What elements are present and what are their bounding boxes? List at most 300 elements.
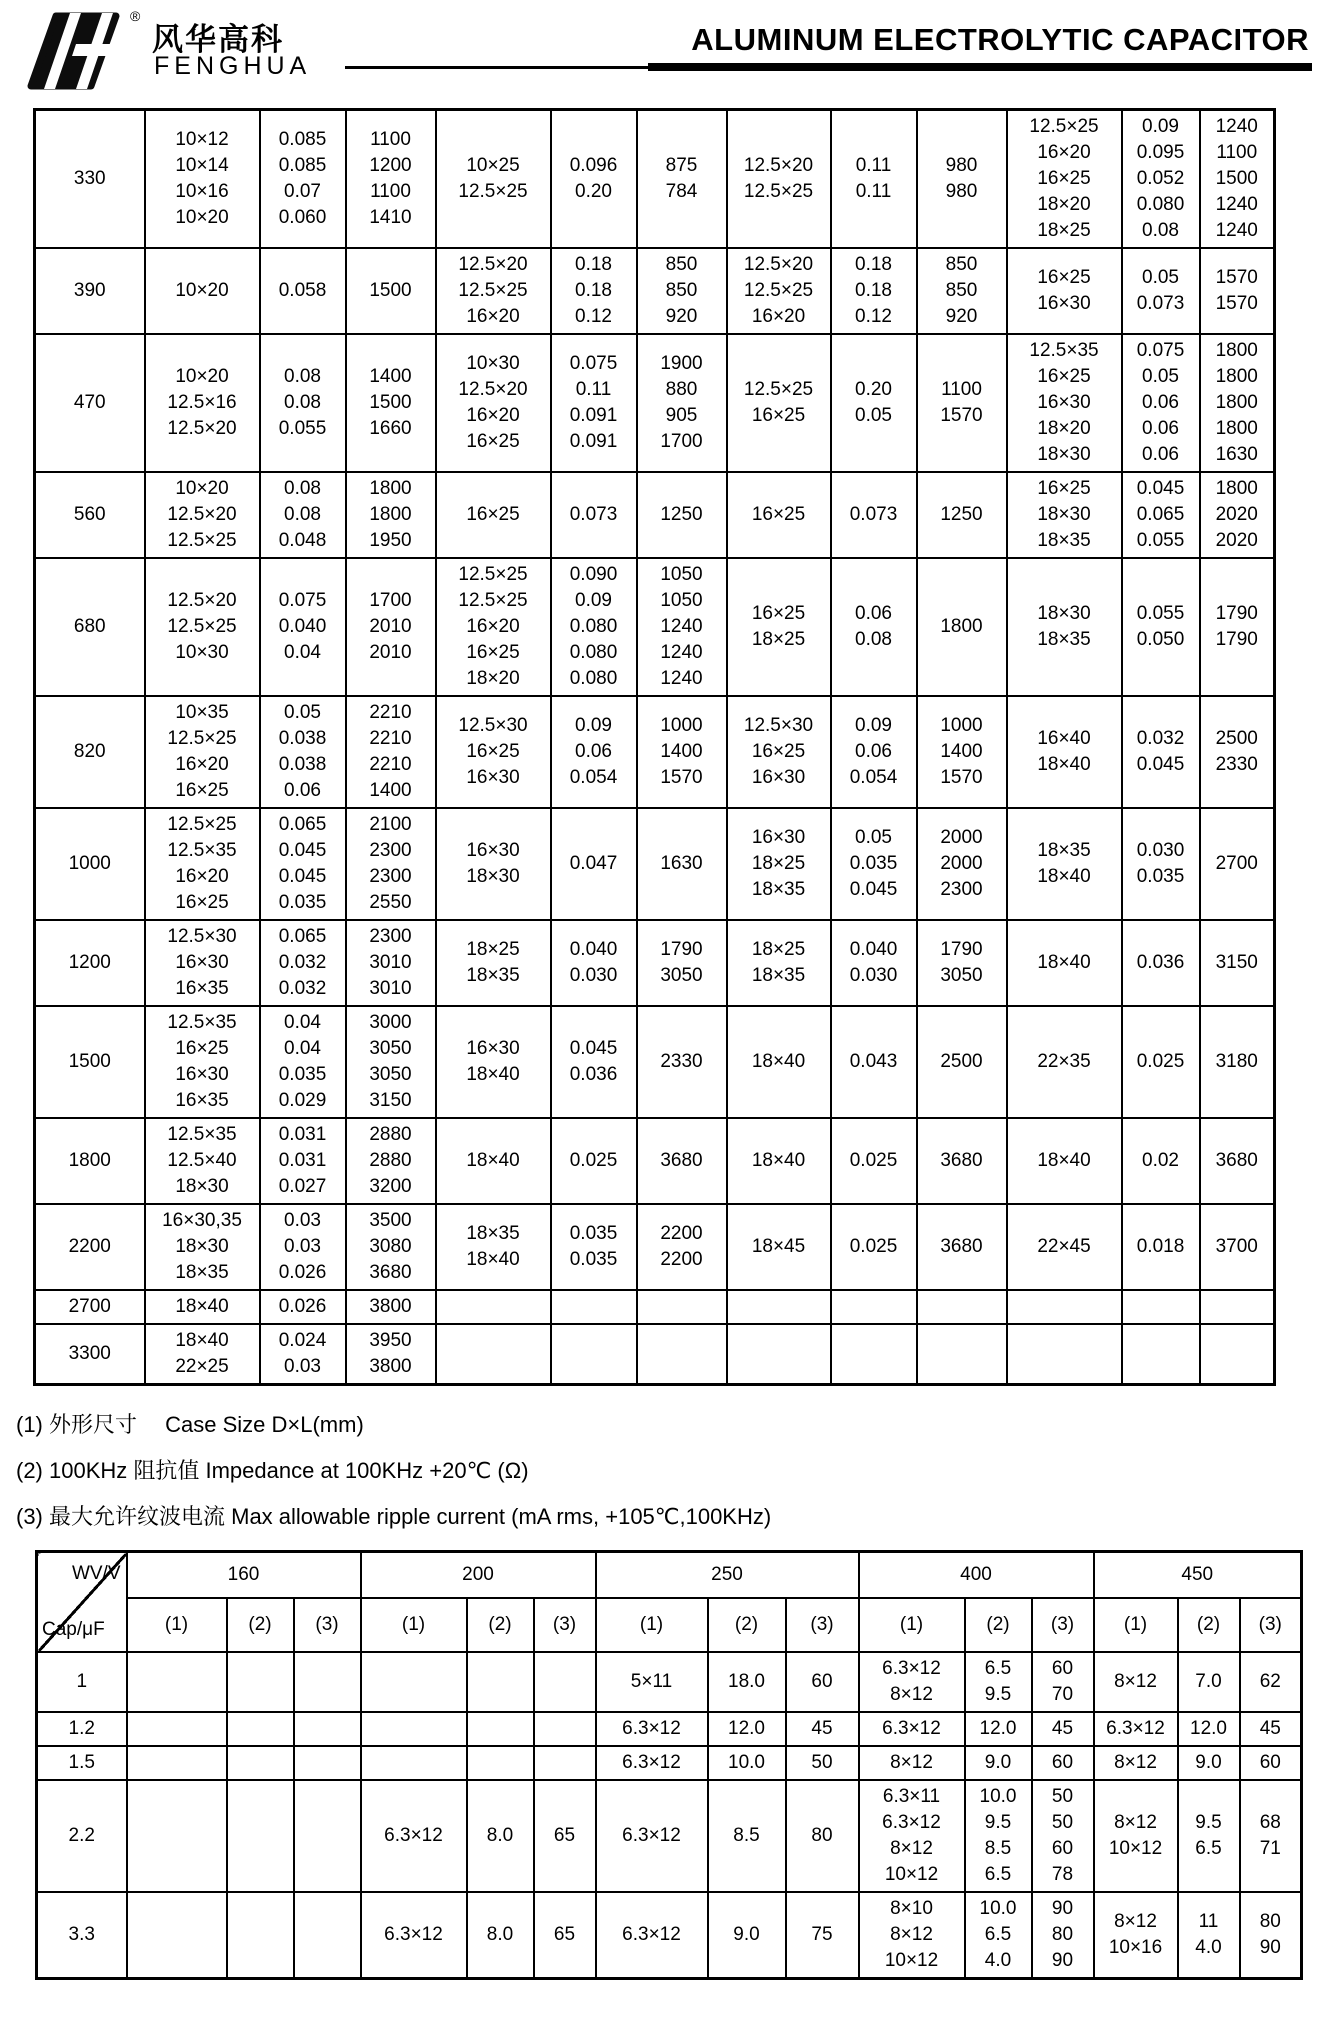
impedance-cell-value: 0.18 — [855, 254, 892, 275]
case-size-cell-value: 16×20 — [466, 616, 520, 637]
case-size-cell-value: 6.3×12 — [1106, 1718, 1165, 1739]
case-size-cell-value: 6.3×12 — [622, 1924, 681, 1945]
case-size-cell-value: 5×11 — [630, 1671, 673, 1692]
impedance-cell-value: 0.09 — [575, 590, 612, 611]
case-size-cell — [145, 334, 260, 472]
impedance-cell — [708, 1712, 786, 1746]
ripple-current-cell — [1200, 1118, 1275, 1204]
corner-label-wv: WV/V — [71, 1563, 121, 1584]
capacitor-spec-table — [33, 108, 1276, 1386]
impedance-cell — [1178, 1780, 1240, 1892]
impedance-cell-value: 0.04 — [284, 1038, 321, 1059]
case-size-cell-value: 16×30 — [175, 952, 229, 973]
ripple-current-cell-value: 1700 — [660, 431, 703, 452]
ripple-current-cell — [346, 248, 436, 334]
impedance-cell-value: 0.04 — [284, 1012, 321, 1033]
impedance-cell-value: 0.065 — [278, 926, 327, 947]
ripple-current-cell-value: 880 — [665, 379, 698, 400]
impedance-cell-value: 9.0 — [1195, 1752, 1222, 1773]
case-size-cell — [145, 472, 260, 558]
impedance-cell-value: 0.12 — [855, 306, 892, 327]
case-size-cell-value: 18×40 — [466, 1064, 520, 1085]
ripple-current-cell-value: 1790 — [660, 939, 703, 960]
case-size-cell — [859, 1746, 965, 1780]
case-size-cell-value: 10×30 — [466, 353, 520, 374]
case-size-cell-value: 18×35 — [1037, 530, 1091, 551]
spec-row-1800 — [35, 1118, 1275, 1204]
case-size-cell — [859, 1712, 965, 1746]
ripple-current-cell-value: 2020 — [1215, 504, 1258, 525]
impedance-cell-value: 0.06 — [855, 603, 892, 624]
case-size-cell — [1007, 334, 1122, 472]
impedance-cell-value: 0.08 — [284, 366, 321, 387]
subheader-cell-value: (1) — [1123, 1614, 1148, 1635]
impedance-cell-value: 0.18 — [855, 280, 892, 301]
impedance-cell-value: 0.054 — [849, 767, 898, 788]
ripple-current-cell-value: 1400 — [940, 741, 983, 762]
case-size-cell-value: 22×25 — [175, 1356, 229, 1377]
impedance-cell-value: 0.073 — [569, 504, 618, 525]
ripple-current-cell — [637, 1006, 727, 1118]
ripple-current-cell — [294, 1746, 361, 1780]
case-size-cell-value: 16×25 — [466, 642, 520, 663]
capacitance-cell — [35, 1118, 145, 1204]
case-size-cell-value: 12.5×35 — [1029, 340, 1099, 361]
capacitance-cell-value: 3.3 — [68, 1924, 95, 1945]
impedance-cell-value: 9.5 — [984, 1812, 1012, 1833]
ripple-current-cell-value: 2020 — [1215, 530, 1258, 551]
impedance-cell-value: 0.025 — [849, 1236, 898, 1257]
case-size-cell — [1007, 248, 1122, 334]
impedance-cell-value: 0.075 — [278, 590, 327, 611]
impedance-cell-value: 0.036 — [1136, 952, 1185, 973]
ripple-current-cell-value: 1400 — [660, 741, 703, 762]
impedance-cell — [708, 1892, 786, 1979]
case-size-cell — [145, 1324, 260, 1385]
case-size-cell-value: 12.5×20 — [458, 254, 528, 275]
case-size-cell-value: 22×35 — [1037, 1051, 1091, 1072]
ripple-current-cell-value: 850 — [665, 254, 698, 275]
case-size-cell — [436, 110, 551, 249]
capacitance-cell — [35, 1006, 145, 1118]
case-size-cell-value: 18×40 — [175, 1296, 229, 1317]
ripple-current-cell-value: 1570 — [940, 767, 983, 788]
impedance-cell-value: 0.031 — [278, 1124, 327, 1145]
case-size-cell — [145, 1204, 260, 1290]
ripple-current-cell-value: 3000 — [369, 1012, 412, 1033]
impedance-cell-value: 0.03 — [284, 1236, 321, 1257]
voltage-header-cell-value: 200 — [462, 1564, 494, 1585]
case-size-cell-value: 18×45 — [751, 1236, 806, 1257]
impedance-cell-value: 0.091 — [569, 431, 618, 452]
case-size-cell-value: 18×40 — [1037, 754, 1091, 775]
case-size-cell — [1094, 1746, 1178, 1780]
impedance-cell-value: 0.06 — [855, 741, 892, 762]
ripple-current-cell — [1200, 1006, 1275, 1118]
impedance-cell-value: 0.055 — [278, 418, 327, 439]
impedance-cell-value: 0.035 — [278, 892, 327, 913]
impedance-cell-value: 0.05 — [855, 827, 892, 848]
ripple-current-cell — [346, 558, 436, 696]
case-size-cell-value: 22×45 — [1037, 1236, 1091, 1257]
case-size-cell-value: 18×30 — [466, 866, 520, 887]
capacitance-cell-value: 1200 — [68, 952, 111, 973]
capacitance-cell — [35, 808, 145, 920]
case-size-cell-value: 12.5×16 — [167, 392, 237, 413]
ripple-current-cell — [637, 696, 727, 808]
table-notes — [16, 1402, 1335, 1540]
impedance-cell — [551, 472, 637, 558]
impedance-cell-value: 0.030 — [849, 965, 898, 986]
case-size-cell-value: 12.5×25 — [167, 530, 237, 551]
case-size-cell-value: 16×25 — [1037, 366, 1091, 387]
case-size-cell-value: 6.3×12 — [882, 1718, 941, 1739]
ripple-current-cell-value: 850 — [665, 280, 698, 301]
ripple-current-cell — [1240, 1652, 1302, 1712]
case-size-cell — [145, 110, 260, 249]
impedance-cell — [1122, 110, 1200, 249]
ripple-current-cell — [637, 1118, 727, 1204]
case-size-cell — [127, 1892, 227, 1979]
case-size-cell-value: 16×25 — [751, 405, 806, 426]
impedance-cell-value: 9.5 — [984, 1684, 1012, 1705]
impedance-cell-value: 0.18 — [575, 280, 612, 301]
impedance-cell-value: 18.0 — [728, 1671, 765, 1692]
ripple-current-cell — [637, 1324, 727, 1385]
impedance-cell — [831, 1290, 917, 1324]
case-size-cell — [145, 1290, 260, 1324]
impedance-cell-value: 0.090 — [569, 564, 618, 585]
case-size-cell-value: 12.5×25 — [1029, 116, 1099, 137]
case-size-cell-value: 12.5×20 — [743, 254, 814, 275]
case-size-cell-value: 8×12 — [890, 1752, 933, 1773]
ripple-current-cell — [786, 1652, 859, 1712]
subheader-cell — [361, 1598, 467, 1652]
ripple-current-cell-value: 65 — [553, 1825, 576, 1846]
ripple-current-cell-value: 2000 — [940, 853, 983, 874]
capacitance-cell-value: 680 — [73, 616, 106, 637]
capacitance-cell-value: 2.2 — [68, 1825, 95, 1846]
impedance-cell-value: 0.18 — [575, 254, 612, 275]
impedance-cell — [708, 1746, 786, 1780]
case-size-cell-value: 16×25 — [751, 603, 806, 624]
ripple-current-cell-value: 2100 — [369, 814, 412, 835]
case-size-cell-value: 12.5×25 — [167, 616, 237, 637]
ripple-current-cell — [1032, 1652, 1094, 1712]
ripple-current-cell — [917, 1204, 1007, 1290]
spec-row-2700 — [35, 1290, 1275, 1324]
ripple-current-cell — [917, 472, 1007, 558]
subheader-cell — [786, 1598, 859, 1652]
case-size-cell-value: 12.5×25 — [167, 814, 237, 835]
capacitance-cell — [35, 1204, 145, 1290]
ripple-current-cell — [1032, 1746, 1094, 1780]
ripple-current-cell-value: 62 — [1259, 1671, 1281, 1692]
impedance-cell — [260, 1204, 346, 1290]
case-size-cell-value: 18×40 — [1037, 952, 1091, 973]
capacitance-cell-value: 1.5 — [68, 1752, 95, 1773]
ripple-current-cell-value: 3680 — [940, 1150, 983, 1171]
impedance-cell-value: 0.058 — [278, 280, 327, 301]
case-size-cell-value: 18×30 — [1037, 444, 1091, 465]
case-size-cell-value: 12.5×25 — [743, 181, 814, 202]
impedance-cell-value: 10.0 — [728, 1752, 765, 1773]
impedance-cell — [1178, 1652, 1240, 1712]
case-size-cell-value: 16×25 — [466, 431, 520, 452]
case-size-cell — [436, 334, 551, 472]
subheader-cell — [1240, 1598, 1302, 1652]
capacitance-cell-value: 390 — [73, 280, 106, 301]
ripple-current-cell — [1032, 1892, 1094, 1979]
impedance-cell — [551, 558, 637, 696]
ripple-current-cell — [346, 1006, 436, 1118]
impedance-cell-value: 4.0 — [984, 1950, 1012, 1971]
case-size-cell — [127, 1712, 227, 1746]
impedance-cell-value: 0.038 — [278, 728, 327, 749]
case-size-cell — [1007, 1204, 1122, 1290]
case-size-cell-value: 16×35 — [175, 978, 229, 999]
case-size-cell-value: 6.3×11 — [882, 1786, 941, 1807]
ripple-current-cell-value: 980 — [945, 181, 978, 202]
ripple-current-cell-value: 3680 — [1215, 1150, 1258, 1171]
case-size-cell — [727, 808, 831, 920]
impedance-cell-value: 0.065 — [278, 814, 327, 835]
case-size-cell — [596, 1746, 708, 1780]
impedance-cell-value: 0.09 — [855, 715, 892, 736]
impedance-cell-value: 0.018 — [1136, 1236, 1185, 1257]
case-size-cell-value: 16×20 — [751, 306, 806, 327]
case-size-cell-value: 12.5×35 — [167, 840, 237, 861]
note-case-size: (1) 外形尺寸 Case Size D×L(mm) — [16, 1412, 364, 1437]
ripple-current-cell — [1200, 334, 1275, 472]
ripple-current-cell-value: 60 — [1051, 1752, 1074, 1773]
impedance-cell-value: 0.026 — [278, 1262, 327, 1283]
impedance-cell-value: 0.20 — [575, 181, 612, 202]
case-size-cell — [596, 1712, 708, 1746]
ripple-current-cell-value: 1000 — [940, 715, 983, 736]
subheader-cell-value: (1) — [401, 1614, 426, 1635]
ripple-current-cell-value: 1570 — [940, 405, 983, 426]
case-size-cell — [1094, 1892, 1178, 1979]
ripple-current-cell-value: 90 — [1051, 1898, 1074, 1919]
case-size-cell — [1007, 472, 1122, 558]
impedance-cell — [1178, 1712, 1240, 1746]
ripple-current-cell-value: 45 — [1051, 1718, 1074, 1739]
case-size-cell — [727, 1324, 831, 1385]
impedance-cell — [260, 472, 346, 558]
ripple-current-cell-value: 1100 — [941, 379, 982, 400]
ripple-current-cell — [534, 1746, 596, 1780]
impedance-cell-value: 0.030 — [1136, 840, 1185, 861]
ripple-current-cell — [1200, 248, 1275, 334]
impedance-cell-value: 10.0 — [979, 1898, 1017, 1919]
ripple-current-cell-value: 3180 — [1215, 1051, 1258, 1072]
case-size-cell-value: 18×30 — [175, 1236, 229, 1257]
case-size-cell-value: 8×10 — [890, 1898, 933, 1919]
impedance-cell — [965, 1746, 1032, 1780]
case-size-cell-value: 12.5×30 — [743, 715, 814, 736]
subheader-cell — [1094, 1598, 1178, 1652]
subheader-cell-value: (2) — [488, 1614, 512, 1635]
header-rule-thick — [648, 63, 1312, 71]
case-size-cell-value: 18×30 — [1037, 504, 1091, 525]
impedance-cell — [260, 1006, 346, 1118]
impedance-cell — [260, 248, 346, 334]
spec-row-3300 — [35, 1324, 1275, 1385]
ripple-current-cell — [1200, 696, 1275, 808]
ripple-current-cell — [534, 1780, 596, 1892]
rating-row-1.2 — [37, 1712, 1302, 1746]
case-size-cell — [727, 248, 831, 334]
voltage-header-cell — [596, 1552, 859, 1599]
ripple-current-cell — [786, 1892, 859, 1979]
subheader-cell — [965, 1598, 1032, 1652]
case-size-cell — [145, 558, 260, 696]
subheader-cell-value: (2) — [1196, 1614, 1221, 1635]
ripple-current-cell — [637, 808, 727, 920]
case-size-cell-value: 10×35 — [175, 702, 229, 723]
ripple-current-cell — [637, 334, 727, 472]
impedance-cell — [831, 1118, 917, 1204]
spec-row-470 — [35, 334, 1275, 472]
ripple-current-cell-value: 920 — [665, 306, 698, 327]
impedance-cell-value: 0.096 — [569, 155, 618, 176]
case-size-cell-value: 12.5×20 — [743, 155, 814, 176]
case-size-cell — [361, 1892, 467, 1979]
spec-row-820 — [35, 696, 1275, 808]
case-size-cell — [727, 110, 831, 249]
case-size-cell-value: 10×20 — [175, 478, 229, 499]
impedance-cell — [551, 1006, 637, 1118]
voltage-header-cell — [361, 1552, 596, 1599]
ripple-current-cell — [917, 808, 1007, 920]
voltage-header-cell — [859, 1552, 1094, 1599]
impedance-cell-value: 0.025 — [849, 1150, 898, 1171]
ripple-current-cell-value: 1240 — [1215, 194, 1258, 215]
ripple-current-cell — [1200, 472, 1275, 558]
impedance-cell-value: 0.09 — [575, 715, 612, 736]
case-size-cell — [145, 1006, 260, 1118]
case-size-cell-value: 6.3×12 — [384, 1924, 443, 1945]
impedance-cell — [260, 920, 346, 1006]
ripple-current-cell-value: 1500 — [369, 280, 412, 301]
case-size-cell — [727, 1290, 831, 1324]
ripple-current-cell-value: 3680 — [660, 1150, 703, 1171]
ripple-current-cell — [346, 334, 436, 472]
ripple-current-cell-value: 2200 — [660, 1249, 703, 1270]
case-size-cell-value: 16×30 — [466, 840, 520, 861]
impedance-cell — [965, 1892, 1032, 1979]
case-size-cell — [1007, 110, 1122, 249]
impedance-cell — [1122, 920, 1200, 1006]
ripple-current-cell — [1200, 1204, 1275, 1290]
case-size-cell-value: 10×30 — [175, 642, 229, 663]
ripple-current-cell-value: 1250 — [660, 504, 703, 525]
case-size-cell — [596, 1892, 708, 1979]
case-size-cell-value: 10×12 — [884, 1864, 939, 1885]
case-size-cell-value: 18×20 — [1037, 418, 1091, 439]
impedance-cell-value: 0.045 — [278, 866, 327, 887]
ripple-current-cell — [917, 334, 1007, 472]
impedance-cell-value: 4.0 — [1195, 1937, 1222, 1958]
case-size-cell-value: 16×30 — [1037, 293, 1091, 314]
ripple-current-cell-value: 1250 — [940, 504, 983, 525]
case-size-cell — [1007, 1324, 1122, 1385]
ripple-current-cell-value: 850 — [945, 254, 978, 275]
impedance-cell — [1122, 1118, 1200, 1204]
impedance-cell-value: 9.0 — [733, 1924, 760, 1945]
capacitance-cell — [35, 558, 145, 696]
impedance-cell — [1178, 1746, 1240, 1780]
case-size-cell — [436, 558, 551, 696]
ripple-current-cell-value: 2300 — [940, 879, 983, 900]
impedance-cell-value: 0.029 — [278, 1090, 327, 1111]
case-size-cell — [127, 1746, 227, 1780]
impedance-cell-value: 0.050 — [1136, 629, 1185, 650]
ripple-current-cell-value: 78 — [1051, 1864, 1074, 1885]
impedance-cell — [1122, 334, 1200, 472]
ripple-current-cell-value: 60 — [811, 1671, 833, 1692]
impedance-cell — [260, 110, 346, 249]
ripple-current-cell-value: 3080 — [369, 1236, 412, 1257]
impedance-cell-value: 0.032 — [278, 952, 327, 973]
case-size-cell-value: 18×20 — [466, 668, 520, 689]
impedance-cell-value: 0.045 — [1136, 478, 1185, 499]
registered-trademark-icon: ® — [130, 8, 141, 24]
impedance-cell-value: 0.080 — [569, 642, 618, 663]
ripple-current-cell-value: 1500 — [369, 392, 412, 413]
impedance-cell-value: 0.080 — [569, 668, 618, 689]
impedance-cell-value: 0.035 — [849, 853, 898, 874]
ripple-current-cell-value: 2330 — [1215, 754, 1258, 775]
impedance-cell-value: 6.5 — [1195, 1838, 1222, 1859]
case-size-cell-value: 12.5×35 — [167, 1012, 237, 1033]
ripple-current-cell-value: 1630 — [660, 853, 703, 874]
impedance-cell-value: 0.030 — [569, 965, 618, 986]
impedance-cell-value: 0.06 — [1142, 418, 1179, 439]
capacitance-cell — [35, 1324, 145, 1385]
case-size-cell-value: 12.5×25 — [458, 280, 528, 301]
impedance-cell — [1122, 1324, 1200, 1385]
ripple-current-cell-value: 784 — [665, 181, 698, 202]
ripple-current-cell-value: 2010 — [369, 642, 412, 663]
impedance-cell-value: 0.065 — [1136, 504, 1185, 525]
corner-header-cell — [37, 1552, 127, 1653]
ripple-current-cell — [534, 1652, 596, 1712]
ripple-current-cell-value: 1400 — [369, 366, 412, 387]
rating-header-subcolumns — [37, 1598, 1302, 1652]
ripple-current-cell-value: 45 — [811, 1718, 833, 1739]
spec-row-390 — [35, 248, 1275, 334]
subheader-cell — [294, 1598, 361, 1652]
impedance-cell-value: 0.12 — [575, 306, 612, 327]
ripple-current-cell-value: 905 — [665, 405, 698, 426]
case-size-cell — [1007, 808, 1122, 920]
ripple-current-cell-value: 60 — [1051, 1838, 1074, 1859]
impedance-cell — [965, 1652, 1032, 1712]
impedance-cell-value: 0.05 — [1142, 267, 1179, 288]
case-size-cell-value: 10×16 — [1108, 1937, 1163, 1958]
impedance-cell — [467, 1892, 534, 1979]
impedance-cell-value: 0.073 — [1136, 293, 1185, 314]
case-size-cell-value: 8×12 — [890, 1684, 933, 1705]
capacitance-cell — [37, 1652, 127, 1712]
ripple-current-cell-value: 50 — [811, 1752, 833, 1773]
case-size-cell — [727, 1204, 831, 1290]
ripple-current-cell-value: 70 — [1051, 1684, 1074, 1705]
ripple-current-cell-value: 2010 — [369, 616, 412, 637]
impedance-cell — [965, 1780, 1032, 1892]
